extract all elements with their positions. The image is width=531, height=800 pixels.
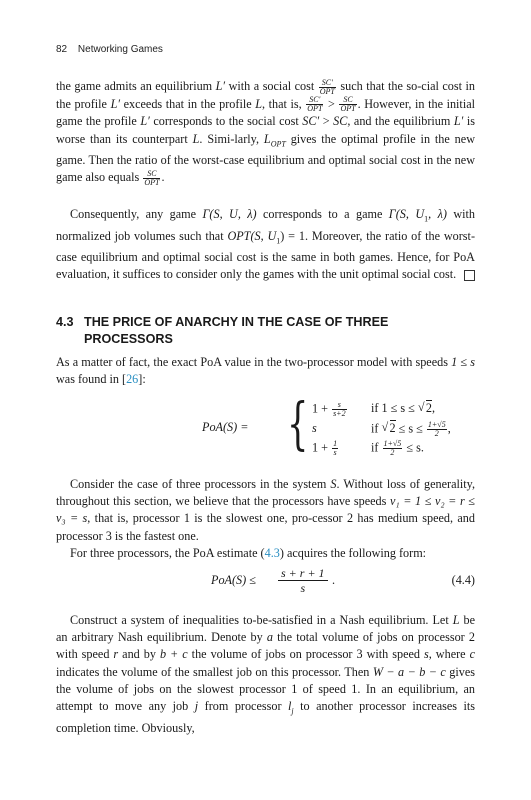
page-number: 82 bbox=[56, 44, 68, 55]
section-number: 4.3 bbox=[56, 315, 74, 329]
fraction-srs: s + r + 1 s bbox=[278, 566, 328, 595]
qed-square-icon bbox=[464, 270, 475, 281]
paragraph-two-processor: As a matter of fact, the exact PoA value in the two-processor model with speeds 1 ≤ s was found in [26]: bbox=[56, 355, 475, 387]
section-heading bbox=[56, 314, 475, 348]
fraction-sc-prime-opt: $\frac{SC'}{\text{OPT}}$ bbox=[319, 77, 335, 96]
citation-link[interactable]: 26 bbox=[126, 372, 139, 387]
paragraph-nash-inequalities: Construct a system of inequalities to-be-satisfied in a Nash equilibrium. Let L be an arbitrary Nash equilibrium. Denote by a the total volume of jobs on processor 2 with speed r and by b + c the volume of jobs on processor 3 with speed s, where c indicates the volume of the smallest job on this processor. Then W − a − b − c gives the volume of jobs on the slowest processor 1 of speed 1. In an equilibrium, an attempt to move any job j from processor $l_j$ to another processor increases its completion time. Obviously, bbox=[56, 613, 476, 735]
equation-tag: (4.4) bbox=[451, 573, 475, 587]
section-title: THE PRICE OF ANARCHY IN THE CASE OF THREE PROCESSORS bbox=[84, 315, 389, 346]
running-title: Networking Games bbox=[77, 44, 163, 55]
equation-ref-link[interactable]: 4.3 bbox=[264, 545, 280, 560]
paragraph-three-processors: Consider the case of three processors in the system S. Without loss of generality, throughout this section, we believe that the processors have speeds v₁ = 1 ≤ v₂ = r ≤ v₃ = s, that is, processor 1 is the slowest one, pro-cessor 2 has medium speed, and processor 3 is the fastest one. For three processors, the PoA estimate (4.3) acquires the following form: bbox=[56, 477, 475, 560]
paragraph-equilibrium-cost: the game admits an equilibrium L′ with a social cost $\frac{SC'}{\text{OPT}}$ such that the so-cial cost in the profile L′ exceeds that in the profile L, that is, $\frac{SC'}{\text{OPT}}$ > $\frac{SC}{\text{OPT}}$ . However, in the initial game the profile L′ corresponds to the social cost SC′ > SC, and the equilibrium L′ is worse than its counterpart L. Simi-larly, $L_{OPT}$ gives the optimal profile in the new game. Then the ratio of the worst-case equilibrium and optimal social cost in the new game also equals $\frac{SC}{\text{OPT}}$ . bbox=[56, 77, 475, 188]
page-header bbox=[56, 44, 163, 55]
paragraph-normalized-games: Consequently, any game Γ(S, U, λ) corresponds to a game Γ(S, $U_1$, λ) with normalized job volumes such that OPT(S, $U_1) = 1$. Moreover, the ratio of the worst-case equilibrium and optimal social cost is the same in both games. Hence, for PoA evaluation, it suffices to consider only the games with the unit optimal social cost. bbox=[56, 207, 476, 282]
poa-cases-equation: PoA(S) = { 1 + $\frac{s}{s+2}$ if 1 ≤ s ≤ √ 2, s if √ 2 ≤ s ≤ $\frac{1+√5}{2}$ , 1 + $\frac{1}{s}$ if $\frac{1+√5}{2}$ ≤ s. bbox=[56, 398, 475, 458]
equation-4-4: PoA(S) ≤ s + r + 1 s . (4.4) bbox=[211, 566, 475, 595]
left-brace: { bbox=[287, 392, 309, 457]
